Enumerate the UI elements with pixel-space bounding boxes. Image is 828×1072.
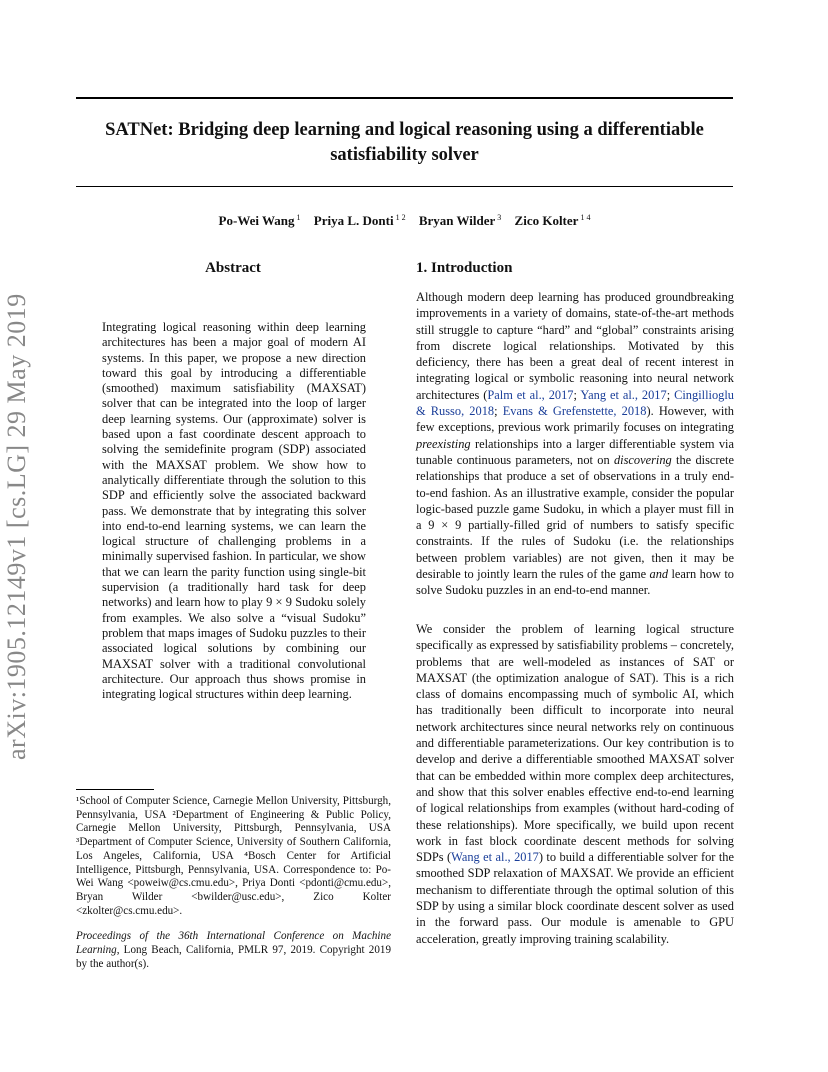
author-list [76, 213, 733, 229]
body-text: Although modern deep learning has produced groundbreaking improvements in a variety of domains, state-of-the-art methods still struggle to capture “hard” and “global” constraints arising from discrete logical relationships. Motivated by this deficiency, there has been a great deal of recent interest in integrating logical or symbolic reasoning into neural network architectures ( [416, 290, 734, 402]
abstract-heading: Abstract [205, 260, 261, 276]
title-bottom-rule [76, 186, 733, 187]
body-text: ; [666, 387, 675, 402]
body-text: ; [573, 387, 581, 402]
body-text: We consider the problem of learning logical structure specifically as expressed by satisfiability problems – concretely, problems that are well-modeled as instances of SAT or MAXSAT (the optimization analogue of SAT). This is a rich class of domains encompassing much of symbolic AI, which has traditionally been difficult to incorporate into neural network architectures since neural networks rely on continuous and differentiable parameterizations. Our key contribution is to develop and derive a differentiable smoothed MAXSAT solver that can be embedded within more complex deep architectures, and show that this solver enables effective end-to-end learning of logical relationships from examples (without hard-coding of these relationships). More specifically, we build upon recent work in fast block coordinate descent methods for solving SDPs ( [416, 622, 734, 865]
author-3: Bryan Wilder $^3$ [418, 213, 502, 229]
body-text: ). However, with few exceptions, previous work primarily focuses on integrating [416, 404, 734, 435]
affiliations-footnote: ¹School of Computer Science, Carnegie Mellon University, Pittsburgh, Pennsylvania, USA ²Department of Engineering & Public Policy, Carnegie Mellon University, Pittsburgh, Pennsylvania, USA ³Department of Computer Science, University of Southern California, Los Angeles, California, USA ⁴Bosch Center for Artificial Intelligence, Pittsburgh, Pennsylvania, USA. Correspondence to: Po-Wei Wang <poweiw@cs.cmu.edu>, Priya Donti <pdonti@cmu.edu>, Bryan Wilder <bwilder@usc.edu>, Zico Kolter <zkolter@cs.cmu.edu>. [76, 795, 391, 917]
intro-paragraph-2 [416, 621, 734, 947]
author-2: Priya L. Donti $^{1 2}$ [313, 213, 406, 229]
proceedings-note [76, 929, 391, 971]
body-text: ; [494, 404, 503, 419]
author-4: Zico Kolter $^{1 4}$ [514, 213, 591, 229]
footnote-rule [76, 789, 154, 790]
author-1: Po-Wei Wang $^1$ [218, 213, 301, 229]
body-text: learn how to solve Sudoku puzzles in an end-to-end manner. [416, 567, 734, 598]
intro-paragraph-1 [416, 289, 734, 599]
abstract-text: Integrating logical reasoning within deep learning architectures has been a major goal of modern AI systems. In this paper, we propose a new direction toward this goal by introducing a differentiable (smoothed) maximum satisfiability (MAXSAT) solver that can be integrated into the loop of larger deep learning systems. Our (approximate) solver is based upon a fast coordinate descent approach to solving the semidefinite program (SDP) associated with the MAXSAT problem. We show how to analytically differentiate through the solution to this SDP and efficiently solve the associated backward pass. We demonstrate that by integrating this solver into end-to-end learning systems, we can learn the logical structure of challenging problems in a minimally supervised fashion. In particular, we show that we can learn the parity function using single-bit supervision (a traditionally hard task for deep networks) and learn how to play 9 × 9 Sudoku solely from examples. We also solve a “visual Sudoku” problem that maps images of Sudoku puzzles to their associated logical solutions by combining our MAXSAT solver with a traditional convolutional architecture. Our approach thus shows promise in integrating logical structures within deep learning. [102, 320, 366, 702]
proceedings-venue: Proceedings of the 36th International Conference on Machine Learning [76, 930, 391, 956]
citation-link[interactable]: Yang et al., 2017 [580, 387, 667, 402]
introduction-heading: 1. Introduction [416, 260, 513, 276]
arxiv-stamp: arXiv:1905.12149v1 [cs.LG] 29 May 2019 [2, 293, 31, 760]
body-text: relationships into a larger differentiable system via tunable continuous parameters, not on [416, 436, 734, 467]
top-rule [76, 97, 733, 99]
citation-link[interactable]: Cingillioglu & Russo, 2018 [416, 387, 734, 419]
citation-link[interactable]: Palm et al., 2017 [487, 387, 574, 402]
body-text: the discrete relationships that produce a set of observations in a truly end-to-end fashion. As an illustrative example, consider the popular logic-based puzzle game Sudoku, in which a player must fill in a 9 × 9 partially-filled grid of numbers to satisfy specific constraints. If the rules of Sudoku (i.e. the relationships between problem variables) are not given, then it may be desirable to jointly learn the rules of the game [416, 452, 734, 582]
proceedings-details: , Long Beach, California, PMLR 97, 2019. Copyright 2019 by the author(s). [76, 944, 391, 970]
emphasis-text: preexisting [416, 436, 471, 451]
paper-title: SATNet: Bridging deep learning and logical reasoning using a differentiable satisfiability solver [105, 120, 704, 165]
citation-link[interactable]: Wang et al., 2017 [451, 850, 539, 865]
body-text: ) to build a differentiable solver for the smoothed SDP relaxation of MAXSAT. We provide an efficient mechanism to differentiate through the optimal solution of this SDP by using a similar block coordinate descent solver as used in the forward pass. Our module is amenable to GPU acceleration, greatly improving training scalability. [416, 850, 735, 946]
emphasis-text: and [649, 567, 669, 582]
citation-link[interactable]: Evans & Grefenstette, 2018 [502, 404, 647, 419]
emphasis-text: discovering [613, 452, 672, 467]
